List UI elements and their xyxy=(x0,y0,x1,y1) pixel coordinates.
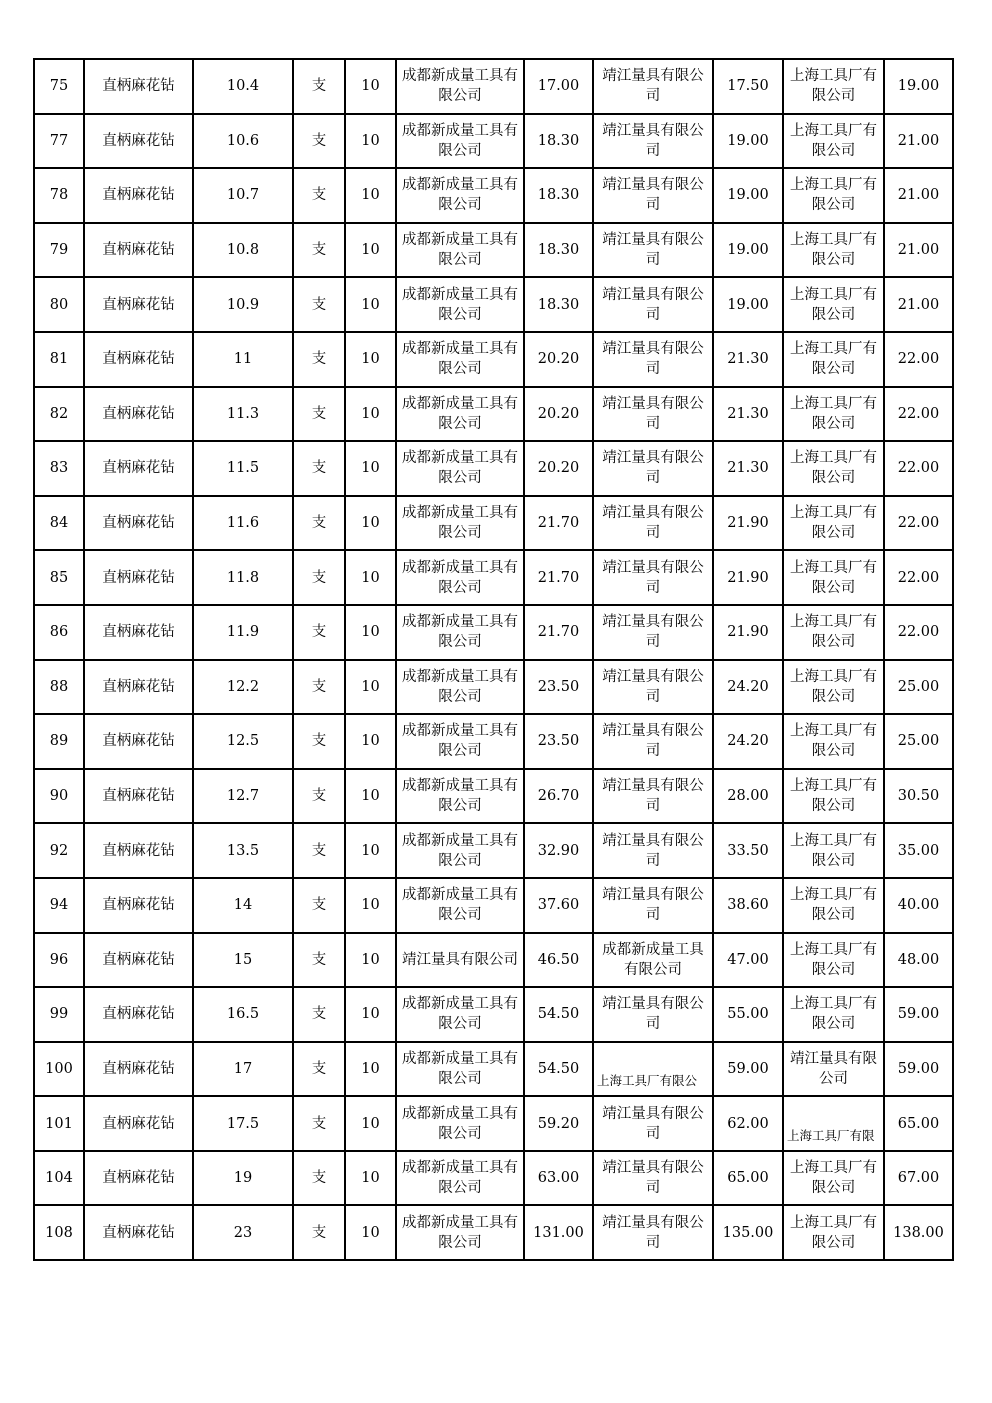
unit-cell: 支 xyxy=(293,933,345,988)
price-1-cell: 23.50 xyxy=(524,714,593,769)
unit-cell: 支 xyxy=(293,823,345,878)
price-3-cell: 40.00 xyxy=(884,878,953,933)
supplier-3-cell: 上海工具厂有限公司 xyxy=(783,878,884,933)
row-number-cell: 83 xyxy=(34,441,84,496)
table-row xyxy=(34,277,953,332)
supplier-1-cell: 成都新成量工具有限公司 xyxy=(396,550,524,605)
table-row xyxy=(34,1096,953,1151)
supplier-1-cell: 成都新成量工具有限公司 xyxy=(396,1042,524,1097)
table-row xyxy=(34,1205,953,1260)
spec-cell: 12.5 xyxy=(193,714,293,769)
price-1-cell: 18.30 xyxy=(524,114,593,169)
price-3-cell: 21.00 xyxy=(884,114,953,169)
supplier-3-cell: 上海工具厂有限公司 xyxy=(783,1205,884,1260)
supplier-3-cell: 上海工具厂有限公司 xyxy=(783,550,884,605)
supplier-2-cell: 靖江量具有限公司 xyxy=(593,605,713,660)
price-2-cell: 21.30 xyxy=(713,387,783,442)
quantity-cell: 10 xyxy=(345,496,396,551)
supplier-2-cell: 靖江量具有限公司 xyxy=(593,332,713,387)
spec-cell: 10.7 xyxy=(193,168,293,223)
supplier-1-cell: 成都新成量工具有限公司 xyxy=(396,605,524,660)
supplier-3-cell: 上海工具厂有限公司 xyxy=(783,933,884,988)
row-number-cell: 89 xyxy=(34,714,84,769)
row-number-cell: 90 xyxy=(34,769,84,824)
product-name-cell: 直柄麻花钻 xyxy=(84,332,193,387)
quote-comparison-table xyxy=(33,58,954,1261)
supplier-3-cell: 上海工具厂有限公司 xyxy=(783,823,884,878)
supplier-2-cell: 靖江量具有限公司 xyxy=(593,550,713,605)
supplier-2-cell: 靖江量具有限公司 xyxy=(593,660,713,715)
supplier-1-cell: 成都新成量工具有限公司 xyxy=(396,223,524,278)
unit-cell: 支 xyxy=(293,332,345,387)
supplier-2-cell: 靖江量具有限公司 xyxy=(593,496,713,551)
product-name-cell: 直柄麻花钻 xyxy=(84,1042,193,1097)
supplier-2-cell: 靖江量具有限公司 xyxy=(593,769,713,824)
supplier-3-cell: 上海工具厂有限公司 xyxy=(783,714,884,769)
row-number-cell: 82 xyxy=(34,387,84,442)
quantity-cell: 10 xyxy=(345,332,396,387)
supplier-3-cell: 上海工具厂有限公司 xyxy=(783,496,884,551)
price-3-cell: 59.00 xyxy=(884,1042,953,1097)
supplier-2-cell: 靖江量具有限公司 xyxy=(593,987,713,1042)
unit-cell: 支 xyxy=(293,59,345,114)
price-1-cell: 18.30 xyxy=(524,277,593,332)
supplier-1-cell: 成都新成量工具有限公司 xyxy=(396,823,524,878)
row-number-cell: 99 xyxy=(34,987,84,1042)
price-2-cell: 55.00 xyxy=(713,987,783,1042)
price-1-cell: 18.30 xyxy=(524,223,593,278)
table-row xyxy=(34,1151,953,1206)
spec-cell: 11.8 xyxy=(193,550,293,605)
product-name-cell: 直柄麻花钻 xyxy=(84,496,193,551)
price-2-cell: 21.90 xyxy=(713,496,783,551)
price-2-cell: 19.00 xyxy=(713,168,783,223)
unit-cell: 支 xyxy=(293,114,345,169)
price-2-cell: 21.30 xyxy=(713,441,783,496)
product-name-cell: 直柄麻花钻 xyxy=(84,387,193,442)
product-name-cell: 直柄麻花钻 xyxy=(84,1205,193,1260)
product-name-cell: 直柄麻花钻 xyxy=(84,277,193,332)
price-3-cell: 21.00 xyxy=(884,277,953,332)
price-1-cell: 20.20 xyxy=(524,387,593,442)
row-number-cell: 85 xyxy=(34,550,84,605)
row-number-cell: 108 xyxy=(34,1205,84,1260)
spec-cell: 11.5 xyxy=(193,441,293,496)
supplier-1-cell: 成都新成量工具有限公司 xyxy=(396,714,524,769)
table-row xyxy=(34,769,953,824)
product-name-cell: 直柄麻花钻 xyxy=(84,223,193,278)
spec-cell: 11.6 xyxy=(193,496,293,551)
supplier-2-cell: 靖江量具有限公司 xyxy=(593,277,713,332)
unit-cell: 支 xyxy=(293,769,345,824)
quantity-cell: 10 xyxy=(345,1096,396,1151)
product-name-cell: 直柄麻花钻 xyxy=(84,769,193,824)
price-3-cell: 48.00 xyxy=(884,933,953,988)
price-3-cell: 138.00 xyxy=(884,1205,953,1260)
price-2-cell: 38.60 xyxy=(713,878,783,933)
table-row xyxy=(34,878,953,933)
price-3-cell: 22.00 xyxy=(884,605,953,660)
table-row xyxy=(34,59,953,114)
quantity-cell: 10 xyxy=(345,605,396,660)
price-1-cell: 54.50 xyxy=(524,1042,593,1097)
supplier-2-cell: 靖江量具有限公司 xyxy=(593,441,713,496)
supplier-2-cell: 靖江量具有限公司 xyxy=(593,1096,713,1151)
spec-cell: 15 xyxy=(193,933,293,988)
price-2-cell: 33.50 xyxy=(713,823,783,878)
supplier-1-cell: 成都新成量工具有限公司 xyxy=(396,660,524,715)
spec-cell: 11.3 xyxy=(193,387,293,442)
price-1-cell: 26.70 xyxy=(524,769,593,824)
table-row xyxy=(34,1042,953,1097)
unit-cell: 支 xyxy=(293,550,345,605)
row-number-cell: 100 xyxy=(34,1042,84,1097)
price-1-cell: 46.50 xyxy=(524,933,593,988)
price-2-cell: 59.00 xyxy=(713,1042,783,1097)
price-2-cell: 62.00 xyxy=(713,1096,783,1151)
row-number-cell: 88 xyxy=(34,660,84,715)
price-3-cell: 22.00 xyxy=(884,441,953,496)
product-name-cell: 直柄麻花钻 xyxy=(84,987,193,1042)
product-name-cell: 直柄麻花钻 xyxy=(84,605,193,660)
price-2-cell: 21.90 xyxy=(713,550,783,605)
product-name-cell: 直柄麻花钻 xyxy=(84,823,193,878)
supplier-2-cell: 靖江量具有限公司 xyxy=(593,1205,713,1260)
spec-cell: 17.5 xyxy=(193,1096,293,1151)
supplier-1-cell: 成都新成量工具有限公司 xyxy=(396,878,524,933)
table-row xyxy=(34,114,953,169)
price-2-cell: 21.30 xyxy=(713,332,783,387)
price-1-cell: 21.70 xyxy=(524,550,593,605)
table-row xyxy=(34,605,953,660)
row-number-cell: 104 xyxy=(34,1151,84,1206)
spec-cell: 23 xyxy=(193,1205,293,1260)
supplier-3-cell: 上海工具厂有限公司 xyxy=(783,332,884,387)
price-2-cell: 28.00 xyxy=(713,769,783,824)
supplier-3-cell: 上海工具厂有限公司 xyxy=(783,987,884,1042)
unit-cell: 支 xyxy=(293,660,345,715)
supplier-3-cell: 靖江量具有限公司 xyxy=(783,1042,884,1097)
supplier-3-cell: 上海工具厂有限公司 xyxy=(783,441,884,496)
supplier-1-cell: 成都新成量工具有限公司 xyxy=(396,277,524,332)
quantity-cell: 10 xyxy=(345,114,396,169)
supplier-1-cell: 成都新成量工具有限公司 xyxy=(396,1096,524,1151)
price-2-cell: 24.20 xyxy=(713,660,783,715)
price-3-cell: 19.00 xyxy=(884,59,953,114)
price-1-cell: 131.00 xyxy=(524,1205,593,1260)
table-row xyxy=(34,496,953,551)
supplier-1-cell: 靖江量具有限公司 xyxy=(396,933,524,988)
row-number-cell: 78 xyxy=(34,168,84,223)
price-2-cell: 47.00 xyxy=(713,933,783,988)
product-name-cell: 直柄麻花钻 xyxy=(84,59,193,114)
supplier-3-cell: 上海工具厂有限公司 xyxy=(783,1151,884,1206)
table-row xyxy=(34,168,953,223)
unit-cell: 支 xyxy=(293,714,345,769)
price-2-cell: 17.50 xyxy=(713,59,783,114)
price-3-cell: 22.00 xyxy=(884,387,953,442)
row-number-cell: 101 xyxy=(34,1096,84,1151)
table-row xyxy=(34,550,953,605)
quantity-cell: 10 xyxy=(345,550,396,605)
supplier-2-cell: 靖江量具有限公司 xyxy=(593,878,713,933)
price-1-cell: 63.00 xyxy=(524,1151,593,1206)
spec-cell: 10.6 xyxy=(193,114,293,169)
table-row xyxy=(34,987,953,1042)
supplier-1-cell: 成都新成量工具有限公司 xyxy=(396,441,524,496)
price-1-cell: 37.60 xyxy=(524,878,593,933)
table-row xyxy=(34,387,953,442)
price-3-cell: 22.00 xyxy=(884,550,953,605)
table-row xyxy=(34,823,953,878)
row-number-cell: 79 xyxy=(34,223,84,278)
spec-cell: 11 xyxy=(193,332,293,387)
price-3-cell: 25.00 xyxy=(884,714,953,769)
product-name-cell: 直柄麻花钻 xyxy=(84,1096,193,1151)
unit-cell: 支 xyxy=(293,387,345,442)
supplier-2-cell: 靖江量具有限公司 xyxy=(593,823,713,878)
spec-cell: 10.8 xyxy=(193,223,293,278)
product-name-cell: 直柄麻花钻 xyxy=(84,660,193,715)
product-name-cell: 直柄麻花钻 xyxy=(84,714,193,769)
table-row xyxy=(34,714,953,769)
supplier-1-cell: 成都新成量工具有限公司 xyxy=(396,1151,524,1206)
spec-cell: 10.4 xyxy=(193,59,293,114)
price-3-cell: 22.00 xyxy=(884,496,953,551)
supplier-3-cell: 上海工具厂有限公司 xyxy=(783,114,884,169)
supplier-2-cell: 靖江量具有限公司 xyxy=(593,714,713,769)
row-number-cell: 84 xyxy=(34,496,84,551)
price-1-cell: 21.70 xyxy=(524,496,593,551)
spec-cell: 17 xyxy=(193,1042,293,1097)
supplier-2-cell: 上海工具厂有限公 xyxy=(593,1042,713,1097)
product-name-cell: 直柄麻花钻 xyxy=(84,441,193,496)
row-number-cell: 92 xyxy=(34,823,84,878)
supplier-3-cell: 上海工具厂有限公司 xyxy=(783,223,884,278)
price-2-cell: 19.00 xyxy=(713,114,783,169)
supplier-1-cell: 成都新成量工具有限公司 xyxy=(396,114,524,169)
price-1-cell: 18.30 xyxy=(524,168,593,223)
price-3-cell: 35.00 xyxy=(884,823,953,878)
supplier-3-cell: 上海工具厂有限公司 xyxy=(783,605,884,660)
quantity-cell: 10 xyxy=(345,933,396,988)
table-body xyxy=(34,59,953,1260)
supplier-3-cell: 上海工具厂有限公司 xyxy=(783,387,884,442)
supplier-1-cell: 成都新成量工具有限公司 xyxy=(396,496,524,551)
table-row xyxy=(34,332,953,387)
quantity-cell: 10 xyxy=(345,769,396,824)
spec-cell: 16.5 xyxy=(193,987,293,1042)
price-2-cell: 21.90 xyxy=(713,605,783,660)
price-1-cell: 20.20 xyxy=(524,332,593,387)
spec-cell: 13.5 xyxy=(193,823,293,878)
product-name-cell: 直柄麻花钻 xyxy=(84,878,193,933)
price-1-cell: 32.90 xyxy=(524,823,593,878)
quantity-cell: 10 xyxy=(345,660,396,715)
spec-cell: 14 xyxy=(193,878,293,933)
row-number-cell: 86 xyxy=(34,605,84,660)
price-3-cell: 21.00 xyxy=(884,168,953,223)
row-number-cell: 75 xyxy=(34,59,84,114)
supplier-1-cell: 成都新成量工具有限公司 xyxy=(396,168,524,223)
quantity-cell: 10 xyxy=(345,223,396,278)
unit-cell: 支 xyxy=(293,1096,345,1151)
unit-cell: 支 xyxy=(293,441,345,496)
price-3-cell: 22.00 xyxy=(884,332,953,387)
table-row xyxy=(34,223,953,278)
unit-cell: 支 xyxy=(293,878,345,933)
product-name-cell: 直柄麻花钻 xyxy=(84,168,193,223)
supplier-1-cell: 成都新成量工具有限公司 xyxy=(396,387,524,442)
supplier-2-cell: 靖江量具有限公司 xyxy=(593,168,713,223)
row-number-cell: 81 xyxy=(34,332,84,387)
quantity-cell: 10 xyxy=(345,878,396,933)
price-1-cell: 54.50 xyxy=(524,987,593,1042)
price-1-cell: 20.20 xyxy=(524,441,593,496)
price-2-cell: 135.00 xyxy=(713,1205,783,1260)
unit-cell: 支 xyxy=(293,1042,345,1097)
spec-cell: 12.7 xyxy=(193,769,293,824)
quantity-cell: 10 xyxy=(345,441,396,496)
table-row xyxy=(34,660,953,715)
unit-cell: 支 xyxy=(293,605,345,660)
price-3-cell: 30.50 xyxy=(884,769,953,824)
quantity-cell: 10 xyxy=(345,168,396,223)
price-1-cell: 21.70 xyxy=(524,605,593,660)
price-2-cell: 65.00 xyxy=(713,1151,783,1206)
unit-cell: 支 xyxy=(293,223,345,278)
supplier-2-cell: 靖江量具有限公司 xyxy=(593,223,713,278)
table-row xyxy=(34,933,953,988)
quantity-cell: 10 xyxy=(345,387,396,442)
quantity-cell: 10 xyxy=(345,987,396,1042)
spec-cell: 19 xyxy=(193,1151,293,1206)
supplier-2-cell: 靖江量具有限公司 xyxy=(593,114,713,169)
price-3-cell: 67.00 xyxy=(884,1151,953,1206)
spec-cell: 10.9 xyxy=(193,277,293,332)
supplier-3-cell: 上海工具厂有限 xyxy=(783,1096,884,1151)
price-2-cell: 24.20 xyxy=(713,714,783,769)
supplier-3-cell: 上海工具厂有限公司 xyxy=(783,769,884,824)
unit-cell: 支 xyxy=(293,168,345,223)
spec-cell: 12.2 xyxy=(193,660,293,715)
product-name-cell: 直柄麻花钻 xyxy=(84,550,193,605)
supplier-3-cell: 上海工具厂有限公司 xyxy=(783,59,884,114)
product-name-cell: 直柄麻花钻 xyxy=(84,1151,193,1206)
price-2-cell: 19.00 xyxy=(713,223,783,278)
row-number-cell: 94 xyxy=(34,878,84,933)
row-number-cell: 80 xyxy=(34,277,84,332)
supplier-3-cell: 上海工具厂有限公司 xyxy=(783,168,884,223)
quantity-cell: 10 xyxy=(345,59,396,114)
unit-cell: 支 xyxy=(293,277,345,332)
unit-cell: 支 xyxy=(293,1151,345,1206)
supplier-3-cell: 上海工具厂有限公司 xyxy=(783,660,884,715)
row-number-cell: 96 xyxy=(34,933,84,988)
supplier-3-cell: 上海工具厂有限公司 xyxy=(783,277,884,332)
price-2-cell: 19.00 xyxy=(713,277,783,332)
quantity-cell: 10 xyxy=(345,1151,396,1206)
supplier-1-cell: 成都新成量工具有限公司 xyxy=(396,1205,524,1260)
product-name-cell: 直柄麻花钻 xyxy=(84,114,193,169)
price-3-cell: 65.00 xyxy=(884,1096,953,1151)
price-1-cell: 17.00 xyxy=(524,59,593,114)
unit-cell: 支 xyxy=(293,987,345,1042)
supplier-2-cell: 靖江量具有限公司 xyxy=(593,1151,713,1206)
spec-cell: 11.9 xyxy=(193,605,293,660)
price-1-cell: 59.20 xyxy=(524,1096,593,1151)
supplier-1-cell: 成都新成量工具有限公司 xyxy=(396,769,524,824)
quantity-cell: 10 xyxy=(345,1205,396,1260)
price-3-cell: 25.00 xyxy=(884,660,953,715)
product-name-cell: 直柄麻花钻 xyxy=(84,933,193,988)
quantity-cell: 10 xyxy=(345,1042,396,1097)
supplier-1-cell: 成都新成量工具有限公司 xyxy=(396,332,524,387)
row-number-cell: 77 xyxy=(34,114,84,169)
quantity-cell: 10 xyxy=(345,823,396,878)
supplier-2-cell: 靖江量具有限公司 xyxy=(593,59,713,114)
supplier-1-cell: 成都新成量工具有限公司 xyxy=(396,59,524,114)
supplier-2-cell: 靖江量具有限公司 xyxy=(593,387,713,442)
price-3-cell: 21.00 xyxy=(884,223,953,278)
price-3-cell: 59.00 xyxy=(884,987,953,1042)
quantity-cell: 10 xyxy=(345,277,396,332)
price-1-cell: 23.50 xyxy=(524,660,593,715)
quantity-cell: 10 xyxy=(345,714,396,769)
unit-cell: 支 xyxy=(293,496,345,551)
supplier-2-cell: 成都新成量工具有限公司 xyxy=(593,933,713,988)
table-row xyxy=(34,441,953,496)
unit-cell: 支 xyxy=(293,1205,345,1260)
supplier-1-cell: 成都新成量工具有限公司 xyxy=(396,987,524,1042)
